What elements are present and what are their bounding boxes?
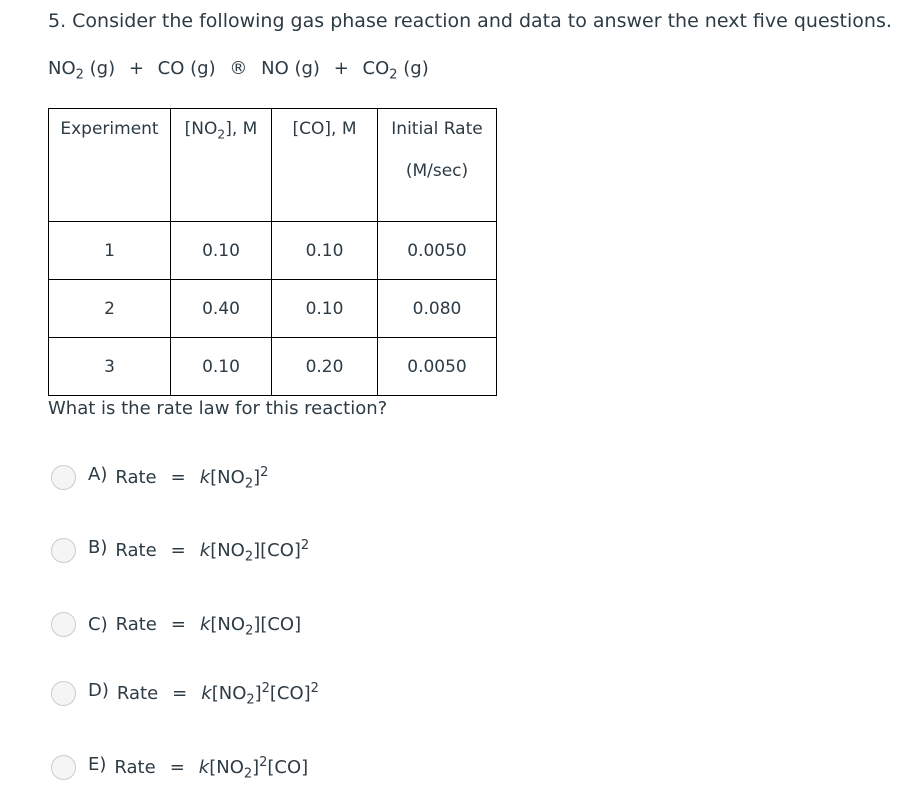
reactant-1: NO — [48, 58, 76, 79]
option-rate-label: Rate — [116, 682, 159, 704]
cell-experiment: 3 — [49, 338, 171, 396]
radio-button-a[interactable] — [51, 465, 76, 490]
product-1: NO — [261, 58, 289, 79]
cell-no2: 0.10 — [171, 338, 272, 396]
cell-rate: 0.0050 — [378, 222, 497, 280]
answer-option-b[interactable] — [51, 535, 309, 565]
option-equals: = — [170, 539, 186, 561]
option-formula: $k[NO_2][CO]$ — [199, 613, 302, 639]
option-rate-label: Rate — [115, 539, 157, 561]
option-equals: = — [170, 613, 186, 635]
option-formula: $k[NO_2]^2[CO]$ — [198, 754, 309, 782]
plus-sign-2: + — [333, 58, 349, 79]
product-2-state: (g) — [403, 58, 429, 79]
experiment-data-table — [48, 108, 497, 396]
plus-sign-1: + — [128, 58, 144, 79]
option-letter: D) — [88, 679, 109, 701]
option-letter: E) — [88, 753, 107, 775]
cell-experiment: 2 — [49, 280, 171, 338]
cell-rate: 0.0050 — [378, 338, 497, 396]
question-title: 5. Consider the following gas phase reaction and data to answer the next five questions. — [48, 10, 892, 32]
option-rate-label: Rate — [115, 466, 157, 488]
header-no2-concentration: $[NO_2]$, M — [171, 109, 272, 222]
option-rate-label: Rate — [115, 613, 157, 635]
answer-option-c[interactable] — [51, 609, 301, 639]
answer-option-d[interactable] — [51, 678, 319, 708]
option-equals: = — [172, 682, 188, 704]
cell-no2: 0.10 — [171, 222, 272, 280]
radio-button-e[interactable] — [51, 755, 76, 780]
header-co-concentration: [CO], M — [272, 109, 378, 222]
radio-button-d[interactable] — [51, 681, 76, 706]
table-header-row — [49, 109, 497, 222]
cell-experiment: 1 — [49, 222, 171, 280]
reactant-2-state: (g) — [190, 58, 216, 79]
table-row — [49, 280, 497, 338]
option-letter: C) — [88, 613, 108, 635]
option-rate-label: Rate — [114, 756, 156, 778]
question-prompt: What is the rate law for this reaction? — [48, 398, 388, 419]
product-2: CO — [362, 58, 390, 79]
option-formula: $k[NO_2][CO]^2$ — [199, 537, 310, 565]
table-row — [49, 222, 497, 280]
option-letter: B) — [88, 536, 108, 558]
reactant-1-state: (g) — [89, 58, 116, 79]
option-formula: $k[NO_2]^2[CO]^2$ — [201, 680, 319, 708]
option-equals: = — [169, 756, 185, 778]
answer-option-a[interactable] — [51, 462, 268, 492]
table-row — [49, 338, 497, 396]
reactant-2: CO — [157, 58, 185, 79]
reactant-1-subscript: 2 — [75, 67, 84, 83]
option-equals: = — [170, 466, 186, 488]
option-formula: $k[NO_2]^2$ — [199, 464, 269, 492]
header-experiment: Experiment — [49, 109, 171, 222]
cell-no2: 0.40 — [171, 280, 272, 338]
answer-option-e[interactable] — [51, 752, 308, 782]
reaction-arrow-symbol: ® — [229, 58, 248, 79]
product-2-subscript: 2 — [389, 67, 398, 83]
header-initial-rate: Initial Rate (M/sec) — [378, 109, 497, 222]
option-letter: A) — [88, 463, 108, 485]
cell-rate: 0.080 — [378, 280, 497, 338]
cell-co: 0.10 — [272, 222, 378, 280]
product-1-state: (g) — [294, 58, 320, 79]
reaction-equation — [48, 58, 429, 83]
cell-co: 0.10 — [272, 280, 378, 338]
cell-co: 0.20 — [272, 338, 378, 396]
radio-button-b[interactable] — [51, 538, 76, 563]
radio-button-c[interactable] — [51, 612, 76, 637]
